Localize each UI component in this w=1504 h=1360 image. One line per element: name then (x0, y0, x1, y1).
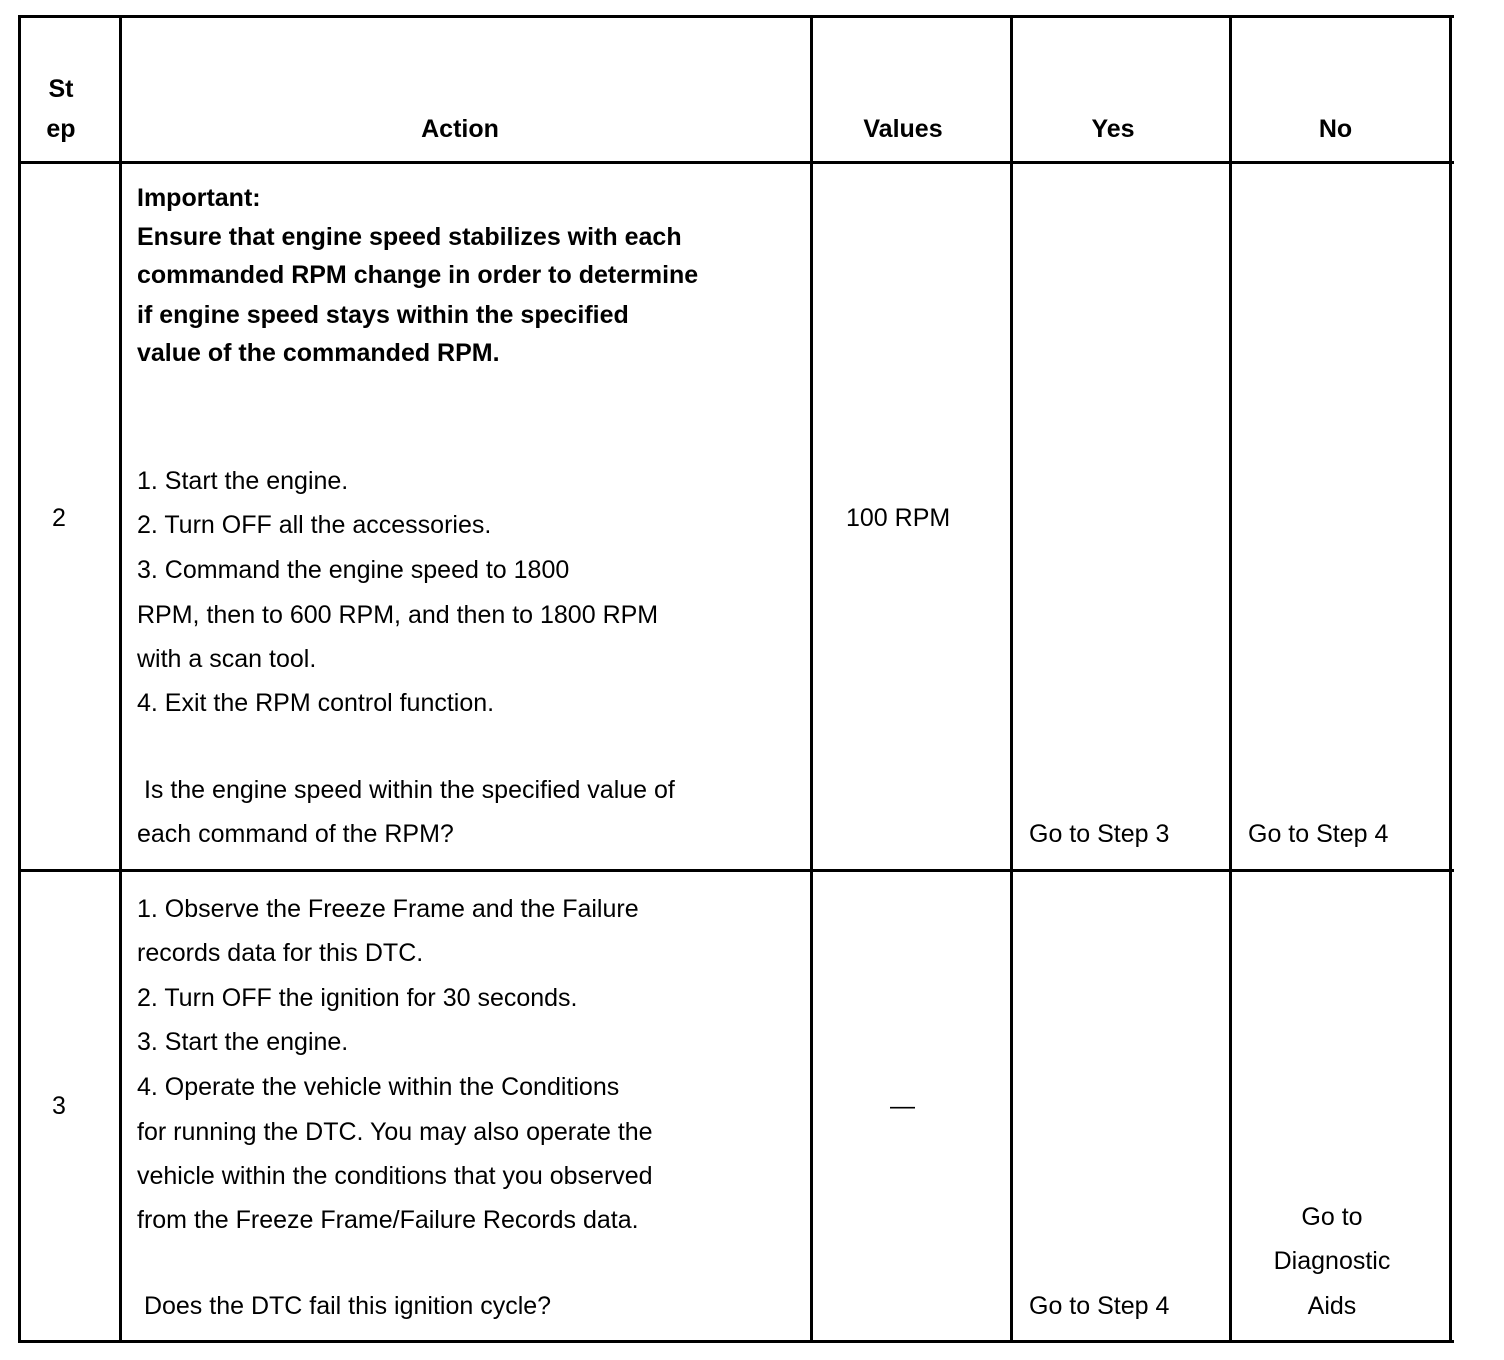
no-cell-line: Diagnostic (1273, 1247, 1391, 1275)
column-divider-values (1010, 15, 1013, 1343)
action-line: vehicle within the conditions that you observed (137, 1162, 653, 1190)
header-yes: Yes (1091, 115, 1135, 143)
important-line: if engine speed stays within the specified (137, 301, 629, 329)
no-cell-line: Go to (1301, 1203, 1363, 1231)
header-step-line1: St (48, 75, 74, 103)
column-divider-yes (1229, 15, 1232, 1343)
yes-cell: Go to Step 4 (1029, 1292, 1170, 1320)
action-line: 4. Exit the RPM control function. (137, 689, 495, 717)
step-number: 2 (52, 504, 66, 532)
column-divider-step (119, 15, 122, 1343)
important-line: Ensure that engine speed stabilizes with each (137, 223, 682, 251)
question-line: Is the engine speed within the specified value of (137, 776, 675, 804)
important-label: Important: (137, 184, 261, 212)
action-line: for running the DTC. You may also operate the (137, 1118, 653, 1146)
action-line: 4. Operate the vehicle within the Conditions (137, 1073, 620, 1101)
action-line: 2. Turn OFF all the accessories. (137, 511, 492, 539)
action-line: 1. Observe the Freeze Frame and the Failure (137, 895, 639, 923)
row-divider (18, 869, 1454, 872)
action-line: 3. Command the engine speed to 1800 (137, 556, 570, 584)
header-divider (18, 161, 1454, 164)
header-no: No (1318, 115, 1353, 143)
header-step-line2: ep (46, 115, 76, 143)
action-line: 1. Start the engine. (137, 467, 349, 495)
important-line: value of the commanded RPM. (137, 339, 500, 367)
question-line: Does the DTC fail this ignition cycle? (137, 1292, 552, 1320)
action-line: from the Freeze Frame/Failure Records data. (137, 1206, 639, 1234)
table-border-top (18, 15, 1454, 18)
action-line: with a scan tool. (137, 645, 317, 673)
header-values: Values (863, 115, 943, 143)
yes-cell: Go to Step 3 (1029, 820, 1170, 848)
important-line: commanded RPM change in order to determine (137, 261, 699, 289)
header-action: Action (421, 115, 499, 143)
question-line: each command of the RPM? (137, 820, 454, 848)
value-cell: 100 RPM (846, 504, 951, 532)
value-cell: — (890, 1092, 915, 1120)
no-cell: Go to Step 4 (1248, 820, 1389, 848)
column-divider-action (810, 15, 813, 1343)
table-border-bottom (18, 1340, 1454, 1343)
table-border-right (1449, 15, 1452, 1343)
action-line: 3. Start the engine. (137, 1028, 349, 1056)
action-line: 2. Turn OFF the ignition for 30 seconds. (137, 984, 578, 1012)
action-line: RPM, then to 600 RPM, and then to 1800 RPM (137, 601, 659, 629)
table-border-left (18, 15, 21, 1343)
no-cell-line: Aids (1307, 1292, 1357, 1320)
step-number: 3 (52, 1092, 66, 1120)
action-line: records data for this DTC. (137, 939, 424, 967)
